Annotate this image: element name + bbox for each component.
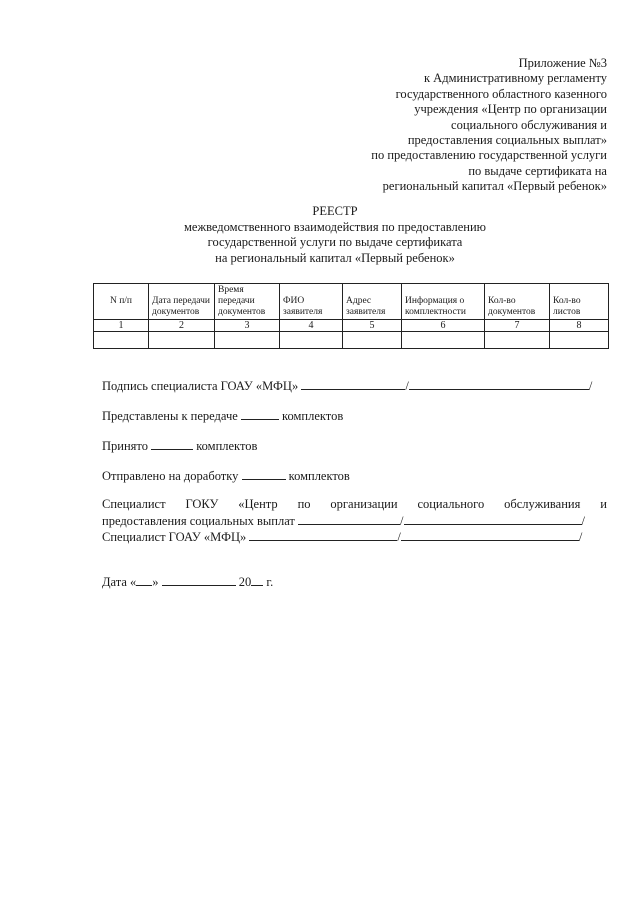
header-cell: Кол-во листов bbox=[550, 284, 609, 320]
title-line: на региональный капитал «Первый ребенок» bbox=[215, 250, 455, 265]
appendix-line: предоставления социальных выплат» bbox=[407, 133, 607, 148]
accepted-count-blank[interactable] bbox=[151, 438, 193, 450]
returned-line bbox=[102, 468, 350, 484]
submitted-line bbox=[102, 408, 343, 424]
spec-word: Специалист bbox=[102, 497, 166, 511]
number-cell: 5 bbox=[343, 320, 402, 332]
title-line: государственной услуги по выдаче сертификата bbox=[207, 235, 463, 249]
empty-cell[interactable] bbox=[402, 332, 485, 349]
signature-label: Подпись специалиста ГОАУ «МФЦ» bbox=[102, 379, 299, 393]
date-suffix: г. bbox=[266, 575, 274, 589]
date-line bbox=[102, 574, 273, 590]
number-cell: 7 bbox=[485, 320, 550, 332]
table-header-row bbox=[94, 284, 609, 320]
date-month-blank[interactable] bbox=[162, 574, 236, 586]
empty-cell[interactable] bbox=[550, 332, 609, 349]
empty-cell[interactable] bbox=[215, 332, 280, 349]
appendix-line: Приложение №3 bbox=[518, 56, 607, 70]
empty-cell[interactable] bbox=[94, 332, 149, 349]
header-cell: Кол-во документов bbox=[485, 284, 550, 320]
spec-line2-label: предоставления социальных выплат bbox=[102, 514, 295, 528]
header-cell: ФИО заявителя bbox=[280, 284, 343, 320]
number-cell: 8 bbox=[550, 320, 609, 332]
gku-name-blank[interactable] bbox=[404, 513, 582, 525]
date-year: 20 bbox=[238, 575, 252, 589]
spec-word: по bbox=[297, 497, 311, 511]
header-cell: N п/п bbox=[94, 284, 149, 320]
registry-table bbox=[93, 283, 609, 349]
appendix-line: учреждения «Центр по организации bbox=[414, 102, 607, 117]
number-cell: 2 bbox=[149, 320, 215, 332]
mfc-name-blank[interactable] bbox=[401, 529, 579, 541]
date-prefix: Дата « bbox=[102, 575, 137, 589]
document-title bbox=[160, 204, 510, 266]
appendix-line: государственного областного казенного bbox=[395, 86, 607, 101]
appendix-line: социального обслуживания и bbox=[451, 117, 607, 132]
number-cell: 3 bbox=[215, 320, 280, 332]
spec-mfc-label: Специалист ГОАУ «МФЦ» bbox=[102, 530, 247, 544]
number-cell: 1 bbox=[94, 320, 149, 332]
specialist-mfc-line: Специалист ГОАУ «МФЦ» / / bbox=[102, 530, 583, 544]
title-line: межведомственного взаимодействия по предоставлению bbox=[183, 219, 486, 234]
specialist-gku-line bbox=[102, 497, 607, 512]
appendix-line: по выдаче сертификата на bbox=[468, 163, 607, 178]
appendix-line: региональный капитал «Первый ребенок» bbox=[382, 179, 607, 194]
submitted-label: Представлены к передаче bbox=[102, 409, 238, 423]
empty-cell[interactable] bbox=[280, 332, 343, 349]
returned-count-blank[interactable] bbox=[242, 468, 286, 480]
signature-blank[interactable] bbox=[301, 378, 405, 390]
gku-signature-blank[interactable] bbox=[298, 513, 400, 525]
appendix-line: к Административному регламенту bbox=[423, 71, 607, 86]
accepted-line bbox=[102, 438, 257, 454]
header-cell: Адрес заявителя bbox=[343, 284, 402, 320]
spec-word: и bbox=[600, 497, 607, 511]
accepted-label: Принято bbox=[102, 439, 148, 453]
number-cell: 6 bbox=[402, 320, 485, 332]
returned-label: Отправлено на доработку bbox=[102, 469, 239, 483]
appendix-line: по предоставлению государственной услуги bbox=[371, 148, 607, 163]
spec-word: социального bbox=[417, 497, 485, 511]
sets-word: комплектов bbox=[282, 409, 344, 423]
sets-word: комплектов bbox=[196, 439, 258, 453]
signature-name-blank[interactable] bbox=[409, 378, 589, 390]
submitted-count-blank[interactable] bbox=[241, 408, 279, 420]
spec-word: организации bbox=[330, 497, 398, 511]
sets-word: комплектов bbox=[288, 469, 350, 483]
table-row bbox=[94, 332, 609, 349]
appendix-block bbox=[287, 56, 607, 195]
table-number-row bbox=[94, 320, 609, 332]
mfc-signature-blank[interactable] bbox=[249, 529, 397, 541]
empty-cell[interactable] bbox=[149, 332, 215, 349]
header-cell: Время передачи документов bbox=[215, 284, 280, 320]
empty-cell[interactable] bbox=[485, 332, 550, 349]
date-day-blank[interactable] bbox=[136, 574, 152, 586]
specialist-gku-signature-line: предоставления социальных выплат / / bbox=[102, 514, 585, 528]
date-year-blank[interactable] bbox=[251, 574, 263, 586]
date-mid: » bbox=[152, 575, 159, 589]
spec-word: «Центр bbox=[238, 497, 278, 511]
number-cell: 4 bbox=[280, 320, 343, 332]
empty-cell[interactable] bbox=[343, 332, 402, 349]
header-cell: Дата передачи документов bbox=[149, 284, 215, 320]
signature-line: Подпись специалиста ГОАУ «МФЦ» / / bbox=[102, 379, 593, 393]
title-heading: РЕЕСТР bbox=[312, 204, 358, 218]
header-cell: Информация о комплектности bbox=[402, 284, 485, 320]
spec-word: ГОКУ bbox=[185, 497, 219, 511]
spec-word: обслуживания bbox=[504, 497, 581, 511]
